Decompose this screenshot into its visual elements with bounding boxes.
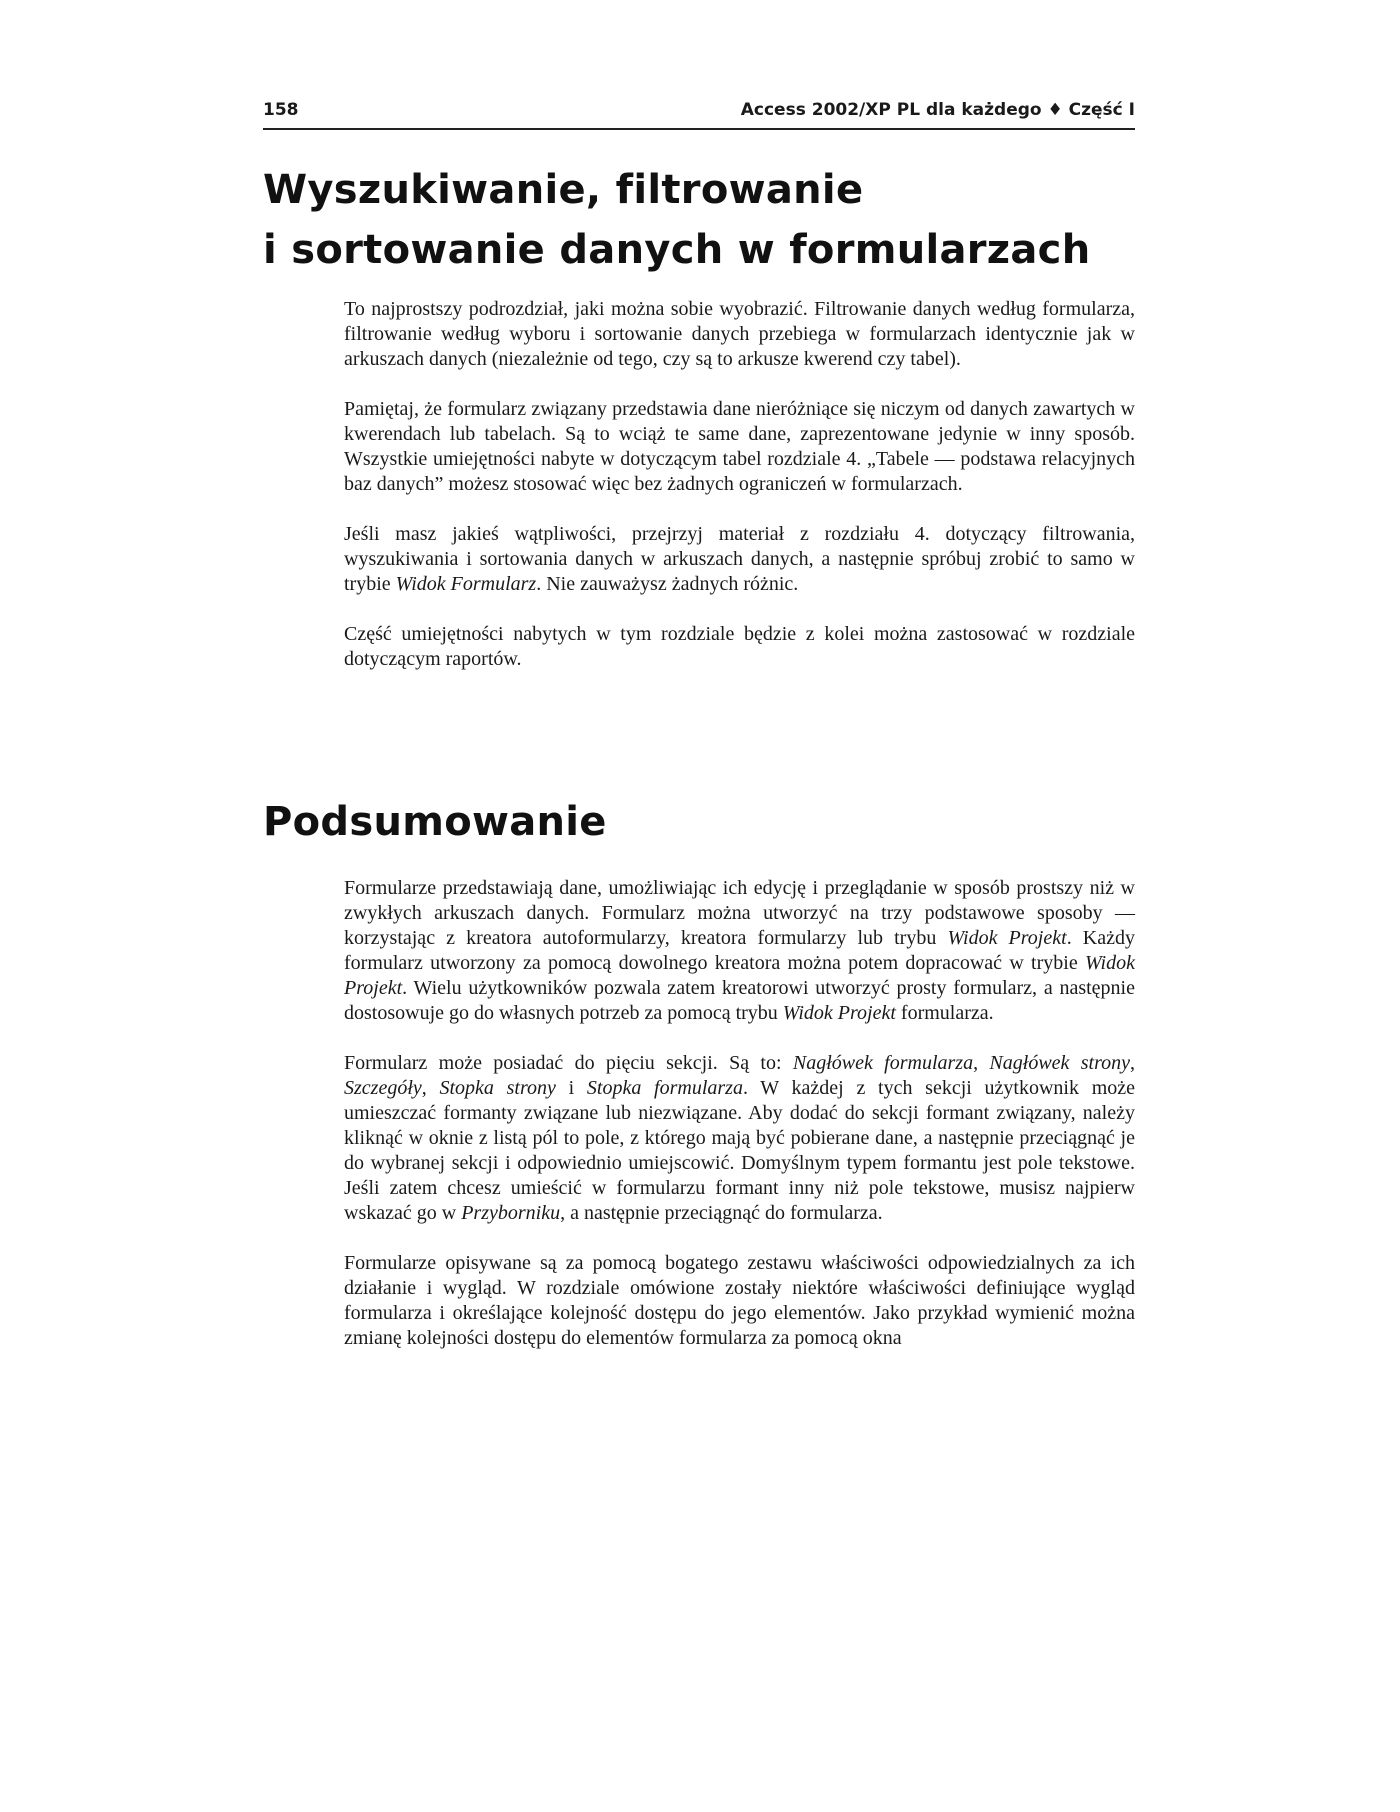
- paragraph-text: . Wielu użytkowników pozwala zatem kreatorowi utworzyć prosty formularz, a następnie dostosowuje go do własnych potrzeb za pomocą trybu: [344, 977, 1135, 1024]
- section-heading-summary: Podsumowanie: [263, 799, 607, 845]
- italic-term: Stopka formularza: [586, 1077, 743, 1099]
- running-header: [263, 98, 1135, 130]
- paragraph: [344, 876, 1135, 1026]
- paragraph-text: Jeśli masz jakieś wątpliwości, przejrzyj materiał z rozdziału 4. dotyczący filtrowania, wyszukiwania i sortowania danych w arkuszach danych, a następnie spróbuj zrobić to samo w trybie: [344, 523, 1135, 595]
- separator-text: ,: [1130, 1052, 1135, 1074]
- section-body-search: [344, 297, 1135, 672]
- paragraph-text: . Nie zauważysz żadnych różnic.: [536, 573, 799, 595]
- paragraph: Formularze opisywane są za pomocą bogatego zestawu właściwości odpowiedzialnych za ich działanie i wygląd. W rozdziale omówione zostały niektóre właściwości definiujące wygląd formularza i określające kolejność dostępu do jego elementów. Jako przykład wymienić można zmianę kolejności dostępu do elementów formularza za pomocą okna: [344, 1252, 1135, 1349]
- separator-text: ,: [421, 1077, 440, 1099]
- paragraph-text: Formularze przedstawiają dane, umożliwiając ich edycję i przeglądanie w sposób prostszy niż w zwykłych arkuszach danych. Formularz można utworzyć na trzy podstawowe sposoby — korzystając z kreatora autoformularzy, kreatora formularzy lub trybu: [344, 877, 1135, 949]
- section-heading-line1: Wyszukiwanie, filtrowanie: [263, 167, 864, 213]
- paragraph: To najprostszy podrozdział, jaki można sobie wyobrazić. Filtrowanie danych według formularza, filtrowanie według wyboru i sortowanie danych przebiega w formularzach identycznie jak w arkuszach danych (niezależnie od tego, czy są to arkusze kwerend czy tabel).: [344, 298, 1135, 370]
- book-title: Access 2002/XP PL dla każdego ♦ Część I: [740, 100, 1135, 120]
- section-body-summary: [344, 876, 1135, 1351]
- paragraph-text: Formularz może posiadać do pięciu sekcji. Są to:: [344, 1052, 793, 1074]
- page-number: 158: [263, 100, 299, 120]
- paragraph: Część umiejętności nabytych w tym rozdziale będzie z kolei można zastosować w rozdziale dotyczącym raportów.: [344, 623, 1135, 670]
- italic-term: Stopka strony: [439, 1077, 556, 1099]
- paragraph-text: formularza.: [895, 1002, 994, 1024]
- paragraph: [344, 1051, 1135, 1226]
- paragraph-text: , a następnie przeciągnąć do formularza.: [560, 1202, 883, 1224]
- separator-text: i: [555, 1077, 587, 1099]
- italic-term: Widok Formularz: [395, 573, 537, 595]
- italic-term: Szczegóły: [344, 1077, 422, 1099]
- italic-term: Widok Projekt: [947, 927, 1067, 949]
- italic-term: Widok Projekt: [344, 952, 1135, 999]
- italic-term: Przyborniku: [461, 1202, 561, 1224]
- separator-text: ,: [973, 1052, 990, 1074]
- section-heading-line2: i sortowanie danych w formularzach: [263, 227, 1091, 273]
- paragraph-text: Pamiętaj, że formularz związany przedstawia dane nieróżniące się niczym od danych zawartych w kwerendach lub tabelach. Są to wciąż te same dane, zaprezentowane jedynie w inny sposób. Wszystkie umiejętności nabyte w dotyczącym tabel rozdziale 4. „Tabele — podstawa relacyjnych baz danych” możesz stosować więc bez żadnych ograniczeń w formularzach.: [344, 398, 1135, 495]
- section-heading-search: [263, 160, 1143, 280]
- italic-term: Widok Projekt: [782, 1002, 896, 1024]
- paragraph: [344, 397, 1135, 497]
- paragraph-text: . Każdy formularz utworzony za pomocą dowolnego kreatora można potem dopracować w trybie: [344, 927, 1135, 974]
- italic-term: Nagłówek strony: [989, 1052, 1130, 1074]
- italic-term: Nagłówek formularza: [792, 1052, 974, 1074]
- paragraph-text: . W każdej z tych sekcji użytkownik może umieszczać formanty związane lub niezwiązane. Aby dodać do sekcji formant związany, należy kliknąć w oknie z listą pól to pole, z którego mają być pobierane dane, a następnie przeciągnąć je do wybranej sekcji i odpowiednio umiejscowić. Domyślnym typem formantu jest pole tekstowe. Jeśli zatem chcesz umieścić w formularzu formant inny niż pole tekstowe, musisz najpierw wskazać go w: [344, 1077, 1136, 1224]
- paragraph: [344, 522, 1135, 597]
